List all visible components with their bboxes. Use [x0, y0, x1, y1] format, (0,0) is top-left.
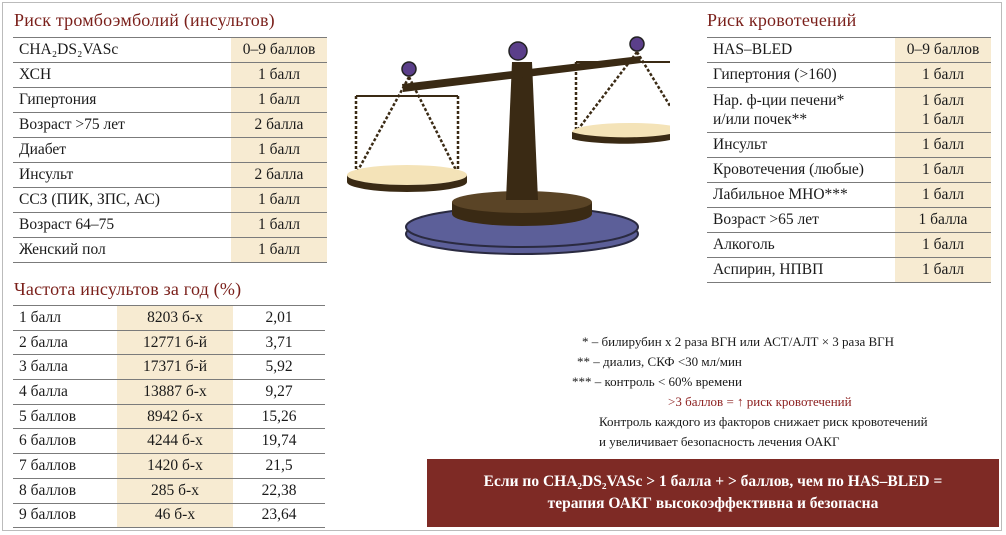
- factor-label: Лабильное МНО***: [707, 183, 895, 208]
- table-row: [13, 113, 327, 138]
- factor-points: 1 балл: [895, 133, 991, 158]
- patients-count: 285 б-х: [117, 478, 233, 503]
- conclusion-line2: терапия ОАКГ высокоэффективна и безопасна: [547, 495, 879, 512]
- stroke-rate: 9,27: [233, 380, 325, 405]
- stroke-risk-title: Риск тромбоэмболий (инсультов): [14, 10, 275, 30]
- score-label: 8 баллов: [13, 478, 117, 503]
- factor-points-line1: 1 балл: [922, 92, 964, 109]
- factor-points: 1 балл: [895, 158, 991, 183]
- factor-label: Женский пол: [13, 238, 231, 263]
- factor-label: Возраст >75 лет: [13, 113, 231, 138]
- score-label: 7 баллов: [13, 454, 117, 479]
- conclusion-line1: Если по CHA₂DS₂VASc > 1 балла + > баллов, чем по HAS–BLED =: [483, 473, 943, 490]
- factor-label: Инсульт: [707, 133, 895, 158]
- footnote-2: ** – диализ, СКФ <30 мл/мин: [577, 354, 742, 369]
- score-range-value: 0–9 баллов: [231, 38, 327, 63]
- factor-points-line2: 1 балл: [922, 111, 964, 128]
- table-row: [13, 404, 325, 429]
- factor-points: 1 балл: [895, 183, 991, 208]
- factor-points: 1 балл: [895, 63, 991, 88]
- stroke-rate: 5,92: [233, 355, 325, 380]
- score-label: 9 баллов: [13, 503, 117, 528]
- factor-points: 1 балл: [895, 233, 991, 258]
- factor-label: Гипертония: [13, 88, 231, 113]
- factor-points: 1 балл: [231, 238, 327, 263]
- factor-points: 1 балл: [231, 63, 327, 88]
- factor-points: 1 балл: [895, 258, 991, 283]
- conclusion-banner: [427, 459, 999, 527]
- factor-label-line1: Нар. ф-ции печени*: [713, 92, 845, 109]
- factor-points: [895, 88, 991, 133]
- patients-count: 46 б-х: [117, 503, 233, 528]
- table-row: [13, 63, 327, 88]
- factor-points: 1 балл: [231, 213, 327, 238]
- table-row: [707, 88, 991, 133]
- control-note-line1: Контроль каждого из факторов снижает риск кровотечений: [599, 414, 928, 429]
- patients-count: 12771 б-й: [117, 330, 233, 355]
- patients-count: 8203 б-х: [117, 306, 233, 331]
- factor-points: 1 балл: [231, 188, 327, 213]
- table-row: [13, 330, 325, 355]
- arrow-up-icon: ↑: [737, 394, 744, 409]
- stroke-rate: 19,74: [233, 429, 325, 454]
- stroke-risk-table: [13, 37, 327, 263]
- bleeding-warning: [668, 392, 852, 411]
- control-note-line2: и увеличивает безопасность лечения ОАКГ: [599, 434, 840, 449]
- factor-points: 1 балл: [231, 88, 327, 113]
- table-row: [707, 133, 991, 158]
- score-name-label: CHA₂DS₂VASc: [13, 38, 231, 63]
- score-range-value: 0–9 баллов: [895, 38, 991, 63]
- table-row: [13, 380, 325, 405]
- stroke-rate: 15,26: [233, 404, 325, 429]
- footnote-3: *** – контроль < 60% времени: [572, 374, 742, 389]
- score-label: 1 балл: [13, 306, 117, 331]
- score-label: 3 балла: [13, 355, 117, 380]
- patients-count: 13887 б-х: [117, 380, 233, 405]
- score-label: 2 балла: [13, 330, 117, 355]
- table-row: [13, 478, 325, 503]
- score-label: 6 баллов: [13, 429, 117, 454]
- stroke-rate: 23,64: [233, 503, 325, 528]
- factor-label: Аспирин, НПВП: [707, 258, 895, 283]
- factor-label: Возраст >65 лет: [707, 208, 895, 233]
- factor-label: Кровотечения (любые): [707, 158, 895, 183]
- table-row: [707, 38, 991, 63]
- footnote-1: * – билирубин х 2 раза ВГН или АСТ/АЛТ × 3 раза ВГН: [582, 334, 895, 349]
- table-row: [13, 429, 325, 454]
- stroke-rate: 2,01: [233, 306, 325, 331]
- table-row: [707, 183, 991, 208]
- table-row: [707, 233, 991, 258]
- stroke-rate: 22,38: [233, 478, 325, 503]
- stroke-frequency-title: Частота инсультов за год (%): [14, 279, 242, 299]
- factor-points: 1 балл: [231, 138, 327, 163]
- balance-scale-icon: [340, 22, 670, 262]
- score-label: 4 балла: [13, 380, 117, 405]
- factor-label: ХСН: [13, 63, 231, 88]
- table-row: [707, 158, 991, 183]
- factor-label: ССЗ (ПИК, ЗПС, АС): [13, 188, 231, 213]
- table-row: [13, 355, 325, 380]
- table-row: [13, 88, 327, 113]
- table-row: [707, 258, 991, 283]
- table-row: [13, 163, 327, 188]
- factor-label-line2: и/или почек**: [713, 111, 808, 128]
- patients-count: 8942 б-х: [117, 404, 233, 429]
- table-row: [13, 503, 325, 528]
- patients-count: 4244 б-х: [117, 429, 233, 454]
- stroke-rate: 3,71: [233, 330, 325, 355]
- factor-label: Инсульт: [13, 163, 231, 188]
- table-row: [13, 188, 327, 213]
- factor-points: 2 балла: [231, 113, 327, 138]
- warning-text: >3 баллов =: [668, 394, 738, 409]
- table-row: [13, 306, 325, 331]
- factor-label: [707, 88, 895, 133]
- table-row: [13, 38, 327, 63]
- warning-text-end: риск кровотечений: [743, 394, 852, 409]
- factor-label: Гипертония (>160): [707, 63, 895, 88]
- score-name-label: HAS–BLED: [707, 38, 895, 63]
- factor-label: Алкоголь: [707, 233, 895, 258]
- bleeding-risk-title: Риск кровотечений: [707, 10, 857, 30]
- table-row: [13, 213, 327, 238]
- table-row: [13, 454, 325, 479]
- patients-count: 1420 б-х: [117, 454, 233, 479]
- table-row: [707, 63, 991, 88]
- table-row: [707, 208, 991, 233]
- factor-points: 2 балла: [231, 163, 327, 188]
- factor-points: 1 балла: [895, 208, 991, 233]
- score-label: 5 баллов: [13, 404, 117, 429]
- patients-count: 17371 б-й: [117, 355, 233, 380]
- factor-label: Возраст 64–75: [13, 213, 231, 238]
- factor-label: Диабет: [13, 138, 231, 163]
- stroke-frequency-table: [13, 305, 325, 528]
- table-row: [13, 138, 327, 163]
- table-row: [13, 238, 327, 263]
- bleeding-risk-table: [707, 37, 991, 283]
- stroke-rate: 21,5: [233, 454, 325, 479]
